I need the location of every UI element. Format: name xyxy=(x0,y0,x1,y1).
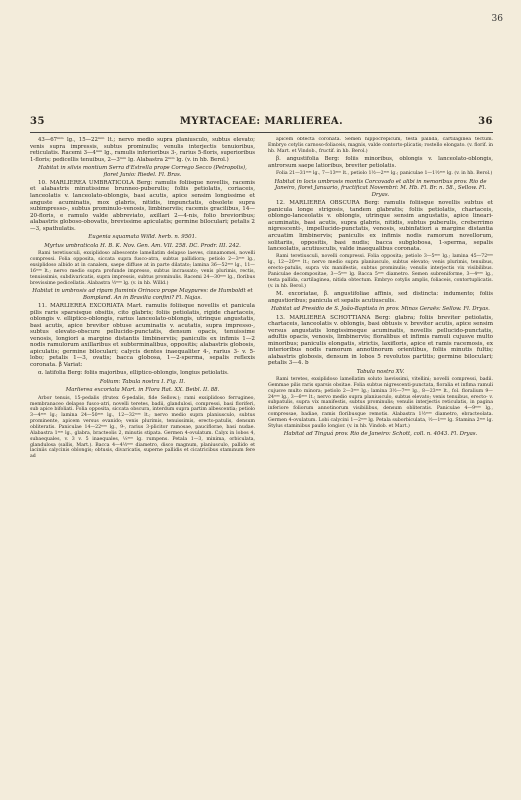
running-head-page-left: 35 xyxy=(30,116,45,127)
paragraph: Habitat ad Presidio de S. João-Baptista in prov. Minas Geraës: Sellow. Fl. Dryas. xyxy=(271,306,490,313)
running-head xyxy=(30,116,493,130)
paragraph: Rami teretiusculi, exsiplidoso albescente lamellatim delapso laeves, cinnamomei, novelli compressi. Folia opposita, siccata supra fusco-atra, subtus pallidiora; petiolo 2—3ᵐᵐ lg., exsiplidoso albido at in canalem, saepe diffuse at in parte dilatato; lamina 36—52ᵐᵐ lg., 11—16ᵐᵐ lt.; nervo medio supra profunde impresso, subtus incrassato; venis plurimis, rectis, tenuissimis, subdivaricatis, supra impressis, subtus prominulis. Racemi 24—30ᵐᵐ lg., floribus brevissime pedicellatis. Alabastra ½ᵐᵐ lg. (v. in hb. Willd.) xyxy=(30,251,255,286)
page-number-corner: 36 xyxy=(491,14,503,24)
paragraph: Arbor tenuis, 15-pedalis (frutex 6-pedalis, fide Sellow.); rami exsiplidoso ferrugineo, membranaceo delapso fusco-atri, novelli teretes, badii, glandulosi, compressi, basi floriferi, sub apice bifoliati. Folia opposita, siccata obscura, interdum supra partim albescentia; petiolo 3—4ᵐᵐ lg.; lamina 24—50ᵐᵐ lg., 12—32ᵐᵐ lt.; nervo medio supra planiusculo, subtus prominente, apicem versus evanido; venis plurimis, tenuissimis, erecto-patulis, densum obliteratis. Paniculae 14—22ᵐᵐ lg., 9-, rarius 3-plicitor ramosae, pauciflorae, basi nudae. Alabastra 1ᵐᵐ lg., glabra, bracteolis 2, minutis stipata. Germen 4-ovulatum. Calyx in lobos 4, subaequales, v. 3 v. 5 inaequales, ⅓ᵐᵐ lg. rumpens. Petala 1—3, minima, orbiculata, glandulosa (sallis, Mart.). Bacca 4—4½ᵐᵐ diametro, disco magnum, planiusculo, pallido et laciniis calycinis oblongis; obtusis, divaricatis, superne pallidis et cicatricibus staminum fere ad xyxy=(30,395,255,460)
paragraph: Habitat in umbrosis ad ripam fluminis Orinoco prope Maypures: de Humboldt et Bompland. An in Brasilia confini? Fl. Najas. xyxy=(32,288,253,301)
paragraph: Tabula nostra XV. xyxy=(356,368,405,375)
left-column xyxy=(30,137,255,789)
paragraph: Folia 21—31ᵐᵐ lg., 7—13ᵐᵐ lt., petiolo 1½—2ᵐᵐ lg.; paniculae 1—1½ᵐᵐ lg. (v. in hb. Berol.) xyxy=(276,171,493,177)
paragraph: β. angustifolia Berg: foliis minoribus, oblongis v. lanceolato-oblongis, antrorsum saepe latioribus, breviter petiolatis. xyxy=(268,156,493,169)
paragraph: 10. MARLIEREA UMBRATICOLA Berg: ramulis foliisque novellis, racemis et alabastris minutissime brunneo-puberulis; foliis petiolatis, coriaceis, lanceolatis v. lanceolato-oblongis, basi acutis, apice sensim longissime et anguste acuminatis, mox glabris, nitidis, impunctatis, obsolete supra subimpresso-, subtus prominulo-venosis, limbinerviis; racemis gracilibus, 14—20-floris, e ramulo valde abbreviato, axillari 2—4-nis, folio brevioribus; alabastris globoso-obovatis, brevissime apiculatis; germine biloculari; petalis 2—3, spathulatis. xyxy=(30,179,255,232)
paragraph: apicem obtecta coronata. Semen hippocrepicum, testa pallida, cartilaginea tectum. Embryo cotylis carnoso-foliaceis, magnis, valde contorto-plicatis; rostello elongato. (v. florif. in hb. Mart. et Vindob., fructif. in hb. Berol.) xyxy=(268,137,493,154)
paragraph: 13. MARLIEREA SCHOTTIANA Berg: glabra; foliis breviter petiolatis, chartaceis, lanceolatis v. oblongis, basi obtusis v. breviter acutis, apice sensim versus angustatis longissimeque acuminatis, novellis pellucido-punctatis, adultis opacis, venosis, limbinervis; floralibus et infimis ramuli cujusve multo minoribus; paniculis elongatis, strictis, laxifloris, apice et ramis racemosis, ex interioribus nodis ramorum annotinorum orientibus, foliis minutis fultis; alabastris globosis, densum in lobos 5 revolutos partitis; germine biloculari; petalis 3—4. b xyxy=(268,314,493,367)
paragraph: Marlierea excoriata Mart. in Flora Rat. XX. Beibl. II. 88. xyxy=(65,387,220,394)
paragraph: M. excoriatae, β. angustifoliae affinis, sed distincta: indumento; foliis angustioribus; panicula et sepalis acutiusculis. xyxy=(268,291,493,304)
paragraph: Rami teretes, exsiplidoso lamellatim soluto laevissimi, vitellini; novelli compressi, badii. Gemmae pilis raris sparsis obsitae. Folia subtus nigrescenti-punctata, floralia et infima ramuli cujusve multo minora; petiolo 2—3ᵐᵐ lg.; lamina 3½—7ᵐᵐ lg., 8—23ᵐᵐ lt., fol. floralium 9—24ᵐᵐ lg., 3—6ᵐᵐ lt.; nervo medio supra planiusculo, subtus elevato; venis tenuibus, erecto- v. subpatulis, supra vix manifestis, subtus prominulis; venulis interjectis reticulatis, in pagina inferiore foliorum annotinorum visibilibus, densum obliteratis. Paniculae 4—9ᵐᵐ lg., compressae, badiae, ramis floribusque remotis. Alabastra 1½ᵐᵐ diametro, ebracteolata. Germen 4-ovulatum. Lobi calycini 1—2ᵐᵐ lg. Petala suborbiculata, ½—1ᵐᵐ lg. Stamina 2ᵐᵐ lg. Stylus staminibus paullo longior. (v. in hb. Vindob. et Mart.) xyxy=(268,377,493,429)
header-rule xyxy=(30,132,493,133)
paragraph: Folium: Tabula nostra I. Fig. II. xyxy=(99,378,186,385)
paragraph: Habitat ad Tinguá prov. Rio de Janeiro: Schott, coll. n. 4043. Fl. Dryas. xyxy=(283,431,478,438)
paragraph: Rami teretiusculi, novelli compressi. Folia opposita; petiolo 3—5ᵐᵐ lg.; lamina 45—72ᵐᵐ lg., 12—20ᵐᵐ lt.; nervo medio supra planiusculo, subtus elevato; venis plurimis, tenuibus, erecto-patulis, supra vix manifestis, subtus prominulis; venulis interjectis vix visibilibus. Paniculae decompositae, 3—5ᵐᵐ lg. Bacca 5ᵐᵐ diametro. Semen subreniforme, 3—4ᵐᵐ lg., testa pallida, cartilaginea, nitida obtectum. Embryo cotylis amplis, foliaceis, contortuplicatis. (v. in hb. Berol.) xyxy=(268,254,493,289)
running-head-title: MYRTACEAE: MARLIEREA. xyxy=(179,116,344,127)
paragraph: Habitat in locis umbrosis montis Corcovado et alibi in nemoribus prov. Rio de Janeiro, floret Januario, fructificat Novembri: M. Hb. Fl. Br. n. 58., Sellow. Fl. Dryas. xyxy=(274,178,487,198)
paragraph: Habitat in silvis montium Serra d'Estrella prope Corrego Secco (Petropolis), floret Junio: Riedel. Fl. Bras. xyxy=(38,164,247,178)
paragraph: α. latifolia Berg: foliis majoribus, elliptico-oblongis, longius petiolatis. xyxy=(38,370,229,377)
paragraph: Eugenia squamata Willd. herb. n. 9501. xyxy=(88,234,197,241)
paragraph: 12. MARLIEREA OBSCURA Berg: ramulis foliisque novellis subtus et panicula longe strigosis, tandem glabratis; foliis petiolatis, chartaceis, oblongo-lanceolatis v. oblongis, utrinque sensim angustatis, apice lineari-acuminatis, basi acutis, supra glabris, nitidis, subtus puberulis, creberrimo nigrescenti-, impellucido-punctatis, venosis, subinfatiori a margine distantia arcuatim limbinervis; paniculis ex infimis nodis ramorum novellorum, solitariis, oppositis, basi nudis; bacca subglobosa, 1-sperma, sepalis lanceolatis, acutiusculis, valde inaequalibus coronata. xyxy=(268,200,493,253)
paragraph: 43—67ᵐᵐ lg., 15—22ᵐᵐ lt.; nervo medio supra planiusculo, subtus elevato; venis supra impressis, subtus prominulis; venulis interjectis tenuioribus, reticulatis. Racemi 3—4ᵐᵐ lg., ramulis inferioribus 3-, rarius 5-floris, superioribus 1-floris; pedicellis tenuibus, 2—3ᵐᵐ lg. Alabastra 2ᵐᵐ lg. (v. in hb. Berol.) xyxy=(30,137,255,163)
paragraph: 11. MARLIEREA EXCORIATA Mart. ramulis foliisque novellis et panicula pilis raris sparsisque obsitis, cito glabris; foliis petiolatis, rigide chartaceis, oblongis v. elliptico-oblongis, rarius lanceolato-oblongis, utrinque angustatis, basi acutis, apice breviter obtuse acuminatis v. acutatis, supra impresso-, subtus elevato-obscure pellucido-punctatis, densum opacis, tenuissime venosis, longiori a margine distantis limbinerviis; paniculis ex infimis 1—2 nodis ramulorum axillaribus et subterminalibus, oppositis; alabastris globosis, apiculatis; germine biloculari; calycis dentes inaequaliter 4-, rarius 3- v. 5-lobo; petalis 1—3, ovatis; bacca globosa, 1—2-sperma, sepalis reflexis coronata. β Variat: xyxy=(30,303,255,369)
paragraph: Myrtus umbraticola H. B. K. Nov. Gen. Am. VII. 258. DC. Prodr. III. 242. xyxy=(44,242,241,249)
right-column xyxy=(268,137,493,789)
running-head-page-right: 36 xyxy=(478,116,493,127)
